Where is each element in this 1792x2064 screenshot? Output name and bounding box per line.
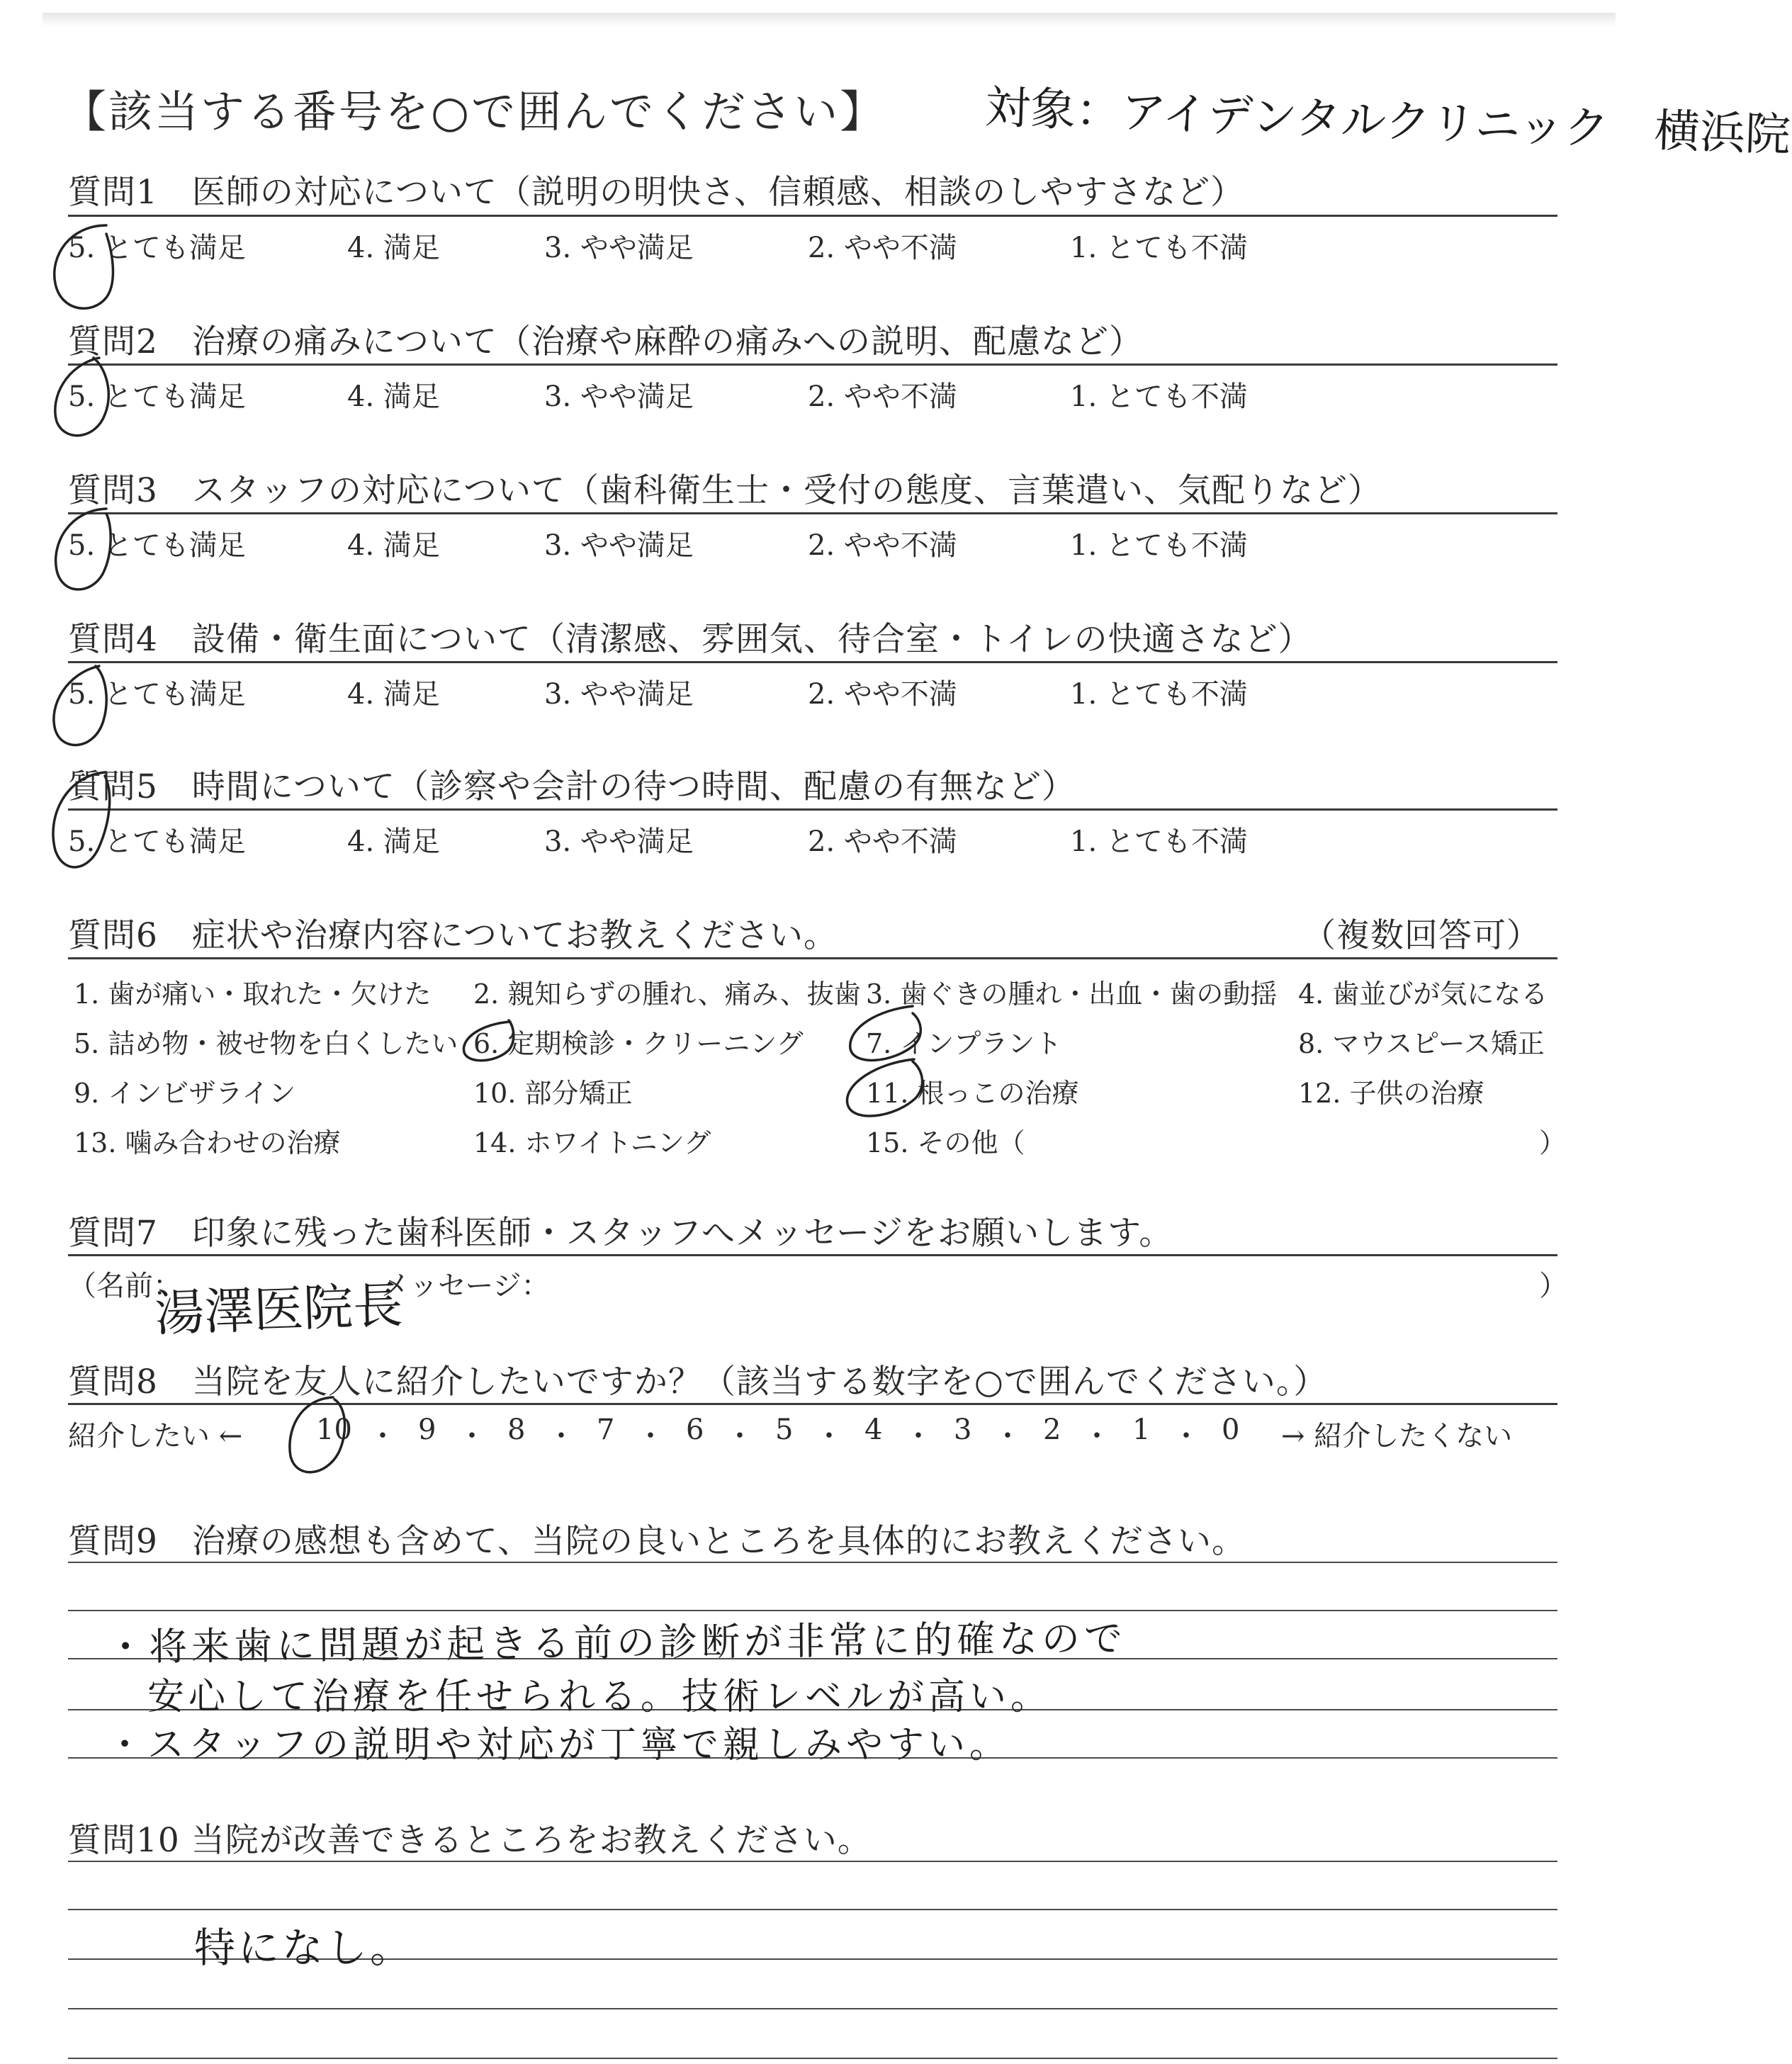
q6-item-3[interactable]: 3. 歯ぐきの腫れ・出血・歯の動揺 bbox=[866, 979, 1278, 1010]
q5-option-5[interactable]: 5. とても満足 bbox=[68, 825, 246, 858]
q6-item-12[interactable]: 12. 子供の治療 bbox=[1298, 1078, 1484, 1109]
question-4: 質問4 設備・衛生面について（清潔感、雰囲気、待合室・トイレの快適さなど） bbox=[68, 620, 1312, 659]
q6-item-4[interactable]: 4. 歯並びが気になる bbox=[1298, 979, 1548, 1010]
q6-item-6[interactable]: 6. 定期検診・クリーニング bbox=[473, 1028, 804, 1059]
q8-score-1[interactable]: 1 bbox=[1132, 1414, 1151, 1446]
q2-option-5[interactable]: 5. とても満足 bbox=[68, 380, 246, 413]
rule bbox=[68, 512, 1557, 514]
q8-score-6[interactable]: 6 bbox=[686, 1414, 704, 1446]
q2-option-2[interactable]: 2. やや不満 bbox=[808, 380, 957, 413]
q6-item-8[interactable]: 8. マウスピース矯正 bbox=[1298, 1028, 1545, 1059]
q8-dot: ・ bbox=[458, 1420, 486, 1453]
q8-left-label: 紹介したい ← bbox=[68, 1420, 243, 1453]
q8-score-0[interactable]: 0 bbox=[1222, 1414, 1240, 1446]
rule bbox=[68, 1254, 1557, 1256]
q8-score-10[interactable]: 10 bbox=[316, 1414, 352, 1446]
q9-answer-line-2: 安心して治療を任せられる。技術レベルが高い。 bbox=[147, 1676, 1052, 1718]
rule bbox=[68, 363, 1557, 366]
question-2: 質問2 治療の痛みについて（治療や麻酔の痛みへの説明、配慮など） bbox=[68, 322, 1144, 361]
q1-option-5[interactable]: 5. とても満足 bbox=[68, 232, 246, 264]
q9-answer-line-3: ・スタッフの説明や対応が丁寧で親しみやすい。 bbox=[106, 1724, 1011, 1766]
form-heading: 【該当する番号を○で囲んでください】 bbox=[62, 86, 886, 137]
rule bbox=[68, 957, 1557, 959]
q1-option-3[interactable]: 3. やや満足 bbox=[544, 232, 694, 264]
rule bbox=[68, 1861, 1557, 1862]
q7-close-paren: ） bbox=[1539, 1270, 1567, 1302]
q10-answer: 特になし。 bbox=[194, 1924, 415, 1972]
q5-option-1[interactable]: 1. とても不満 bbox=[1070, 825, 1248, 858]
q6-multiple-note: （複数回答可） bbox=[1302, 916, 1540, 955]
q5-option-4[interactable]: 4. 満足 bbox=[347, 825, 440, 858]
q4-option-4[interactable]: 4. 満足 bbox=[347, 678, 440, 711]
question-3: 質問3 スタッフの対応について（歯科衛生士・受付の態度、言葉遣い、気配りなど） bbox=[68, 471, 1382, 510]
q2-option-3[interactable]: 3. やや満足 bbox=[544, 380, 694, 413]
q6-other-close: ） bbox=[1539, 1127, 1567, 1158]
q3-option-3[interactable]: 3. やや満足 bbox=[544, 529, 694, 562]
question-1: 質問1 医師の対応について（説明の明快さ、信頼感、相談のしやすさなど） bbox=[68, 173, 1245, 212]
q9-answer-line-1: ・将来歯に問題が起きる前の診断が非常に的確なので bbox=[106, 1615, 1127, 1670]
question-7: 質問7 印象に残った歯科医師・スタッフへメッセージをお願いします。 bbox=[68, 1214, 1173, 1253]
q7-name-handwritten: 湯澤医院長 bbox=[153, 1275, 404, 1343]
q8-dot: ・ bbox=[815, 1420, 843, 1453]
q4-option-3[interactable]: 3. やや満足 bbox=[544, 678, 694, 711]
q8-score-4[interactable]: 4 bbox=[864, 1414, 883, 1446]
q5-option-2[interactable]: 2. やや不満 bbox=[808, 825, 957, 858]
q1-option-1[interactable]: 1. とても不満 bbox=[1070, 232, 1248, 264]
question-9: 質問9 治療の感想も含めて、当院の良いところを具体的にお教えください。 bbox=[68, 1522, 1246, 1561]
q8-dot: ・ bbox=[368, 1420, 397, 1453]
q6-item-15[interactable]: 15. その他（ bbox=[866, 1127, 1025, 1158]
rule bbox=[68, 215, 1557, 217]
q8-dot: ・ bbox=[993, 1420, 1022, 1453]
q8-score-8[interactable]: 8 bbox=[507, 1414, 526, 1446]
q1-option-2[interactable]: 2. やや不満 bbox=[808, 232, 957, 264]
q8-dot: ・ bbox=[1083, 1420, 1111, 1453]
q8-dot: ・ bbox=[1172, 1420, 1200, 1453]
q4-option-1[interactable]: 1. とても不満 bbox=[1070, 678, 1248, 711]
answer-line bbox=[68, 1909, 1557, 1910]
scan-edge-shade bbox=[43, 13, 1616, 27]
q8-dot: ・ bbox=[726, 1420, 754, 1453]
q8-dot: ・ bbox=[904, 1420, 932, 1453]
q4-option-2[interactable]: 2. やや不満 bbox=[808, 678, 957, 711]
q6-item-9[interactable]: 9. インビザライン bbox=[74, 1078, 296, 1109]
question-5: 質問5 時間について（診察や会計の待つ時間、配慮の有無など） bbox=[68, 767, 1076, 806]
q1-option-4[interactable]: 4. 満足 bbox=[347, 232, 440, 264]
answer-line bbox=[68, 2058, 1557, 2059]
question-8: 質問8 当院を友人に紹介したいですか？（該当する数字を○で囲んでください。） bbox=[68, 1363, 1328, 1402]
rule bbox=[68, 1562, 1557, 1563]
rule bbox=[68, 1403, 1557, 1405]
q3-option-2[interactable]: 2. やや不満 bbox=[808, 529, 957, 562]
q7-name-label: （名前： bbox=[68, 1270, 181, 1302]
q2-option-4[interactable]: 4. 満足 bbox=[347, 380, 440, 413]
q3-option-4[interactable]: 4. 満足 bbox=[347, 529, 440, 562]
q4-option-5[interactable]: 5. とても満足 bbox=[68, 678, 246, 711]
target-clinic-handwritten: 対象：アイデンタルクリニック 横浜院 bbox=[984, 81, 1792, 162]
q6-item-5[interactable]: 5. 詰め物・被せ物を白くしたい bbox=[74, 1028, 458, 1059]
q8-score-5[interactable]: 5 bbox=[775, 1414, 794, 1446]
q6-item-13[interactable]: 13. 噛み合わせの治療 bbox=[74, 1127, 341, 1158]
rule bbox=[68, 661, 1557, 663]
q6-item-11[interactable]: 11. 根っこの治療 bbox=[866, 1078, 1079, 1109]
question-10: 質問10 当院が改善できるところをお教えください。 bbox=[68, 1821, 872, 1860]
q8-score-2[interactable]: 2 bbox=[1043, 1414, 1061, 1446]
q6-item-1[interactable]: 1. 歯が痛い・取れた・欠けた bbox=[74, 979, 432, 1010]
q3-option-1[interactable]: 1. とても不満 bbox=[1070, 529, 1248, 562]
q6-item-2[interactable]: 2. 親知らずの腫れ、痛み、抜歯 bbox=[473, 979, 861, 1010]
question-6: 質問6 症状や治療内容についてお教えください。 bbox=[68, 916, 838, 955]
q6-item-10[interactable]: 10. 部分矯正 bbox=[473, 1078, 633, 1109]
q8-right-label: → 紹介したくない bbox=[1281, 1420, 1513, 1453]
q8-dot: ・ bbox=[547, 1420, 575, 1453]
q2-option-1[interactable]: 1. とても不満 bbox=[1070, 380, 1248, 413]
q5-option-3[interactable]: 3. やや満足 bbox=[544, 825, 694, 858]
q3-option-5[interactable]: 5. とても満足 bbox=[68, 529, 246, 562]
answer-line bbox=[68, 2008, 1557, 2009]
rule bbox=[68, 808, 1557, 811]
q6-item-7[interactable]: 7. インプラント bbox=[866, 1028, 1062, 1059]
q8-dot: ・ bbox=[636, 1420, 665, 1453]
q7-message-label: メッセージ： bbox=[381, 1270, 550, 1302]
q8-score-7[interactable]: 7 bbox=[597, 1414, 615, 1446]
q8-score-3[interactable]: 3 bbox=[954, 1414, 972, 1446]
q8-score-9[interactable]: 9 bbox=[418, 1414, 436, 1446]
q6-item-14[interactable]: 14. ホワイトニング bbox=[473, 1127, 711, 1158]
